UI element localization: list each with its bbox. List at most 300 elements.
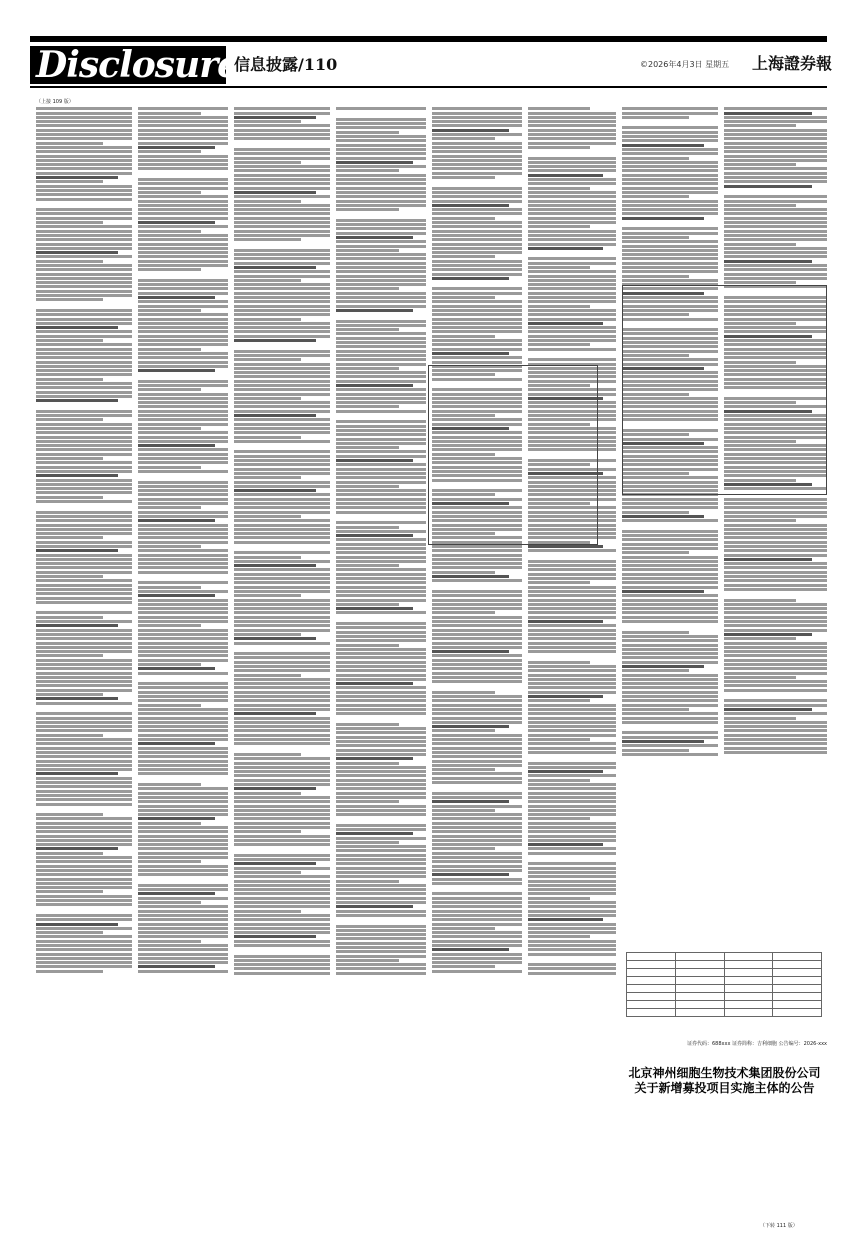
text-line [528,813,616,816]
text-line [36,822,132,825]
text-line [336,648,426,651]
text-line [528,554,616,559]
text-line [138,760,228,763]
text-line [234,476,301,479]
text-line [528,133,616,136]
text-line [234,867,330,870]
text-line [336,845,426,848]
text-line [432,296,495,299]
text-line [724,667,827,670]
text-line [432,273,522,276]
text-line [36,843,132,846]
text-line [336,560,426,563]
text-line [336,678,426,681]
text-line [234,133,330,136]
text-line [36,839,132,842]
text-line [336,792,426,795]
text-line [138,691,228,694]
text-line [336,165,426,168]
text-line [336,182,426,185]
text-line [36,878,132,881]
text-line [36,764,132,767]
text-line [724,624,827,627]
text-line [528,161,616,164]
text-line [138,860,201,863]
text-line [432,571,495,574]
text-line [138,273,228,278]
text-line [528,157,616,160]
text-line [528,661,590,664]
newspaper-logo: 上海證券報 [752,54,833,73]
text-line [138,461,228,464]
text-line [432,204,509,207]
text-line [234,414,316,417]
text-line [432,650,509,653]
text-line [234,616,330,619]
text-line [138,663,201,666]
text-line [234,652,330,655]
text-line [432,142,522,145]
text-line [336,925,426,928]
text-line [138,296,215,299]
text-line [432,343,522,346]
text-line [36,798,132,801]
text-line [36,247,132,250]
text-line [36,185,132,188]
text-line [234,481,330,484]
text-line [234,148,330,151]
text-line [724,221,827,224]
text-line [724,124,796,127]
text-line [36,448,132,451]
text-line [36,684,132,687]
text-line [432,562,522,565]
text-line [234,287,330,290]
text-line [234,309,330,312]
text-line [724,541,827,544]
text-line [138,369,215,372]
text-line [234,757,330,760]
text-line [138,268,201,271]
text-line [234,536,330,539]
text-column [622,106,718,936]
text-line [432,624,522,627]
text-line [622,208,718,211]
text-line [234,436,301,439]
text-line [336,669,426,672]
text-line [234,157,330,160]
text-line [724,650,827,653]
text-line [336,892,426,895]
text-line [336,148,426,151]
text-line [234,712,316,715]
text-line [622,744,718,747]
text-line [528,165,616,168]
text-line [622,682,718,685]
text-line [432,869,522,872]
text-line [336,200,426,203]
text-line [234,708,330,711]
text-line [138,826,228,829]
text-line [234,401,330,404]
text-line [138,120,228,123]
text-line [724,642,827,645]
text-line [36,491,132,494]
text-line [432,910,522,913]
text-line [724,721,827,724]
text-line [336,169,399,172]
text-line [528,682,616,685]
text-line [724,155,827,158]
text-line [528,169,616,172]
text-line [528,862,616,865]
text-line [432,217,495,220]
text-line [432,676,522,679]
text-line [138,856,228,859]
text-line [36,646,132,649]
text-line [528,230,616,233]
text-line [432,558,522,561]
text-line [336,607,413,610]
text-line [36,667,132,670]
text-line [432,313,522,316]
text-line [36,339,103,342]
text-line [138,590,228,593]
text-line [724,107,827,110]
text-line [36,592,132,595]
text-line [234,955,330,958]
text-line [432,545,522,548]
text-line [432,225,522,228]
text-line [336,245,426,248]
text-line [138,953,228,956]
text-line [528,339,616,342]
text-line [138,633,228,636]
text-line [234,847,330,852]
text-line [36,137,132,140]
text-line [36,785,132,788]
text-line [336,616,426,621]
text-line [724,116,827,119]
text-line [336,135,426,138]
text-line [724,281,796,284]
text-line [336,358,426,361]
text-line [36,453,132,456]
text-line [724,204,796,207]
text-line [138,704,201,707]
text-line [234,914,330,917]
text-line [36,268,132,271]
text-line [138,620,228,623]
text-line [138,129,228,132]
text-line [432,264,522,267]
text-line [138,923,228,926]
page-footer: （下转 111 版） [760,1223,798,1229]
text-line [138,884,228,887]
text-line [234,174,330,177]
text-line [36,918,132,921]
text-line [36,882,132,885]
text-line [724,684,827,687]
text-line [432,549,522,552]
text-line [36,852,103,855]
text-line [724,584,827,587]
text-line [234,313,330,316]
text-line [336,717,426,722]
text-line [622,534,718,537]
text-line [528,590,616,593]
text-line [234,594,301,597]
text-line [36,927,132,930]
text-line [234,124,330,127]
text-line [138,474,228,479]
text-line [622,736,718,739]
text-line [336,581,426,584]
text-line [432,208,522,211]
text-line [724,554,827,557]
text-line [36,856,132,859]
text-line [432,663,522,666]
text-line [528,599,616,602]
text-line [138,255,228,258]
text-line [36,487,132,490]
text-line [138,725,228,728]
text-line [336,191,426,194]
text-line [138,616,228,619]
text-line [432,611,495,614]
text-line [36,953,132,956]
text-line [432,878,522,881]
text-column [432,106,522,1214]
text-line [528,787,616,790]
text-line [138,502,228,505]
text-line [724,729,827,732]
text-line [432,901,522,904]
text-line [234,230,330,233]
text-line [432,680,522,683]
text-line [336,622,426,625]
text-line [724,571,827,574]
text-line [622,116,689,119]
text-line [234,940,330,943]
text-line [138,167,228,170]
text-line [724,708,812,711]
text-line [234,485,330,488]
text-line [528,738,590,741]
text-line [432,112,522,115]
text-line [724,189,827,194]
text-line [528,918,603,921]
text-line [724,195,827,198]
text-line [432,672,522,675]
text-line [432,616,522,619]
text-line [138,686,228,689]
text-line [724,607,827,610]
text-line [138,843,228,846]
text-line [724,515,827,518]
text-line [36,601,132,604]
text-line [724,659,827,662]
text-line [432,251,522,254]
text-line [138,910,228,913]
text-line [336,446,399,449]
text-line [622,599,718,602]
text-line [622,169,718,172]
text-line [432,155,522,158]
text-line [138,809,228,812]
text-line [36,124,132,127]
text-line [138,195,228,198]
text-line [336,686,426,689]
text-line [432,659,522,662]
text-line [724,506,827,509]
text-line [432,352,509,355]
text-line [234,822,330,825]
text-line [432,247,522,250]
text-line [528,187,590,190]
text-line [432,800,509,803]
text-line [336,884,426,887]
text-line [138,380,228,383]
text-line [432,708,522,711]
text-line [432,777,522,780]
text-column [36,106,132,1214]
text-line [336,753,426,756]
text-line [336,854,426,857]
text-line [138,965,215,968]
text-line [432,961,522,964]
text-line [138,172,228,177]
text-line [234,249,330,252]
text-line [336,862,426,865]
text-line [234,187,330,190]
text-line [336,599,426,602]
text-line [36,255,132,258]
text-line [432,159,522,162]
text-line [432,747,522,750]
text-line [528,150,616,155]
text-line [36,180,103,183]
text-line [138,957,228,960]
text-line [432,927,495,930]
text-line [36,865,132,868]
text-line [528,275,616,278]
text-line [336,253,426,256]
text-line [36,738,132,741]
text-line [36,813,103,816]
text-line [36,751,132,754]
text-line [36,697,118,700]
text-line [622,603,718,606]
text-line [336,937,426,940]
text-line [336,236,413,239]
text-line [724,120,827,123]
text-line [138,822,201,825]
text-line [528,817,590,820]
text-line [234,871,301,874]
text-line [432,957,522,960]
text-line [138,322,228,325]
text-column [336,106,426,1214]
text-line [234,275,330,278]
text-line [336,468,426,471]
text-line [432,764,522,767]
text-line [432,116,522,119]
text-line [336,118,426,121]
text-line [528,182,616,185]
text-line [336,240,426,243]
text-line [622,502,718,505]
text-line [528,287,616,290]
text-line [36,562,132,565]
text-line [36,322,132,325]
text-line [336,187,426,190]
text-line [528,880,616,883]
text-line [528,352,616,357]
text-line [336,515,426,520]
text-line [138,541,228,544]
text-line [36,642,132,645]
text-line [36,890,103,893]
text-line [36,212,132,215]
text-line [36,611,132,614]
text-line [138,133,228,136]
text-line [336,481,426,484]
text-line [336,871,426,874]
text-line [234,637,316,640]
text-line [234,624,330,627]
text-line [138,112,201,115]
notice-heading [622,1066,827,1096]
text-line [336,144,426,147]
text-line [528,871,616,874]
text-line [234,129,330,132]
text-line [336,832,413,835]
text-line [528,686,616,689]
text-line [528,972,616,975]
text-line [622,530,718,533]
text-line [138,813,228,816]
text-line [528,624,616,627]
text-line [336,305,426,308]
text-line [622,107,718,110]
text-line [36,208,132,211]
text-line [528,843,603,846]
text-line [622,174,718,177]
text-line [432,646,522,649]
text-line [432,734,522,737]
text-line [138,869,228,872]
text-line [336,942,426,945]
text-line [528,251,616,256]
text-line [138,586,201,589]
text-line [724,734,827,737]
text-line [234,354,330,357]
text-line [234,112,330,115]
text-line [528,270,616,273]
text-line [234,502,330,505]
text-line [138,734,228,737]
text-line [622,577,718,580]
text-line [336,506,426,509]
text-line [234,489,316,492]
text-line [528,116,616,119]
text-line [528,910,616,913]
text-line [36,605,132,610]
text-line [234,405,330,408]
text-line [138,935,228,938]
text-line [528,725,616,728]
